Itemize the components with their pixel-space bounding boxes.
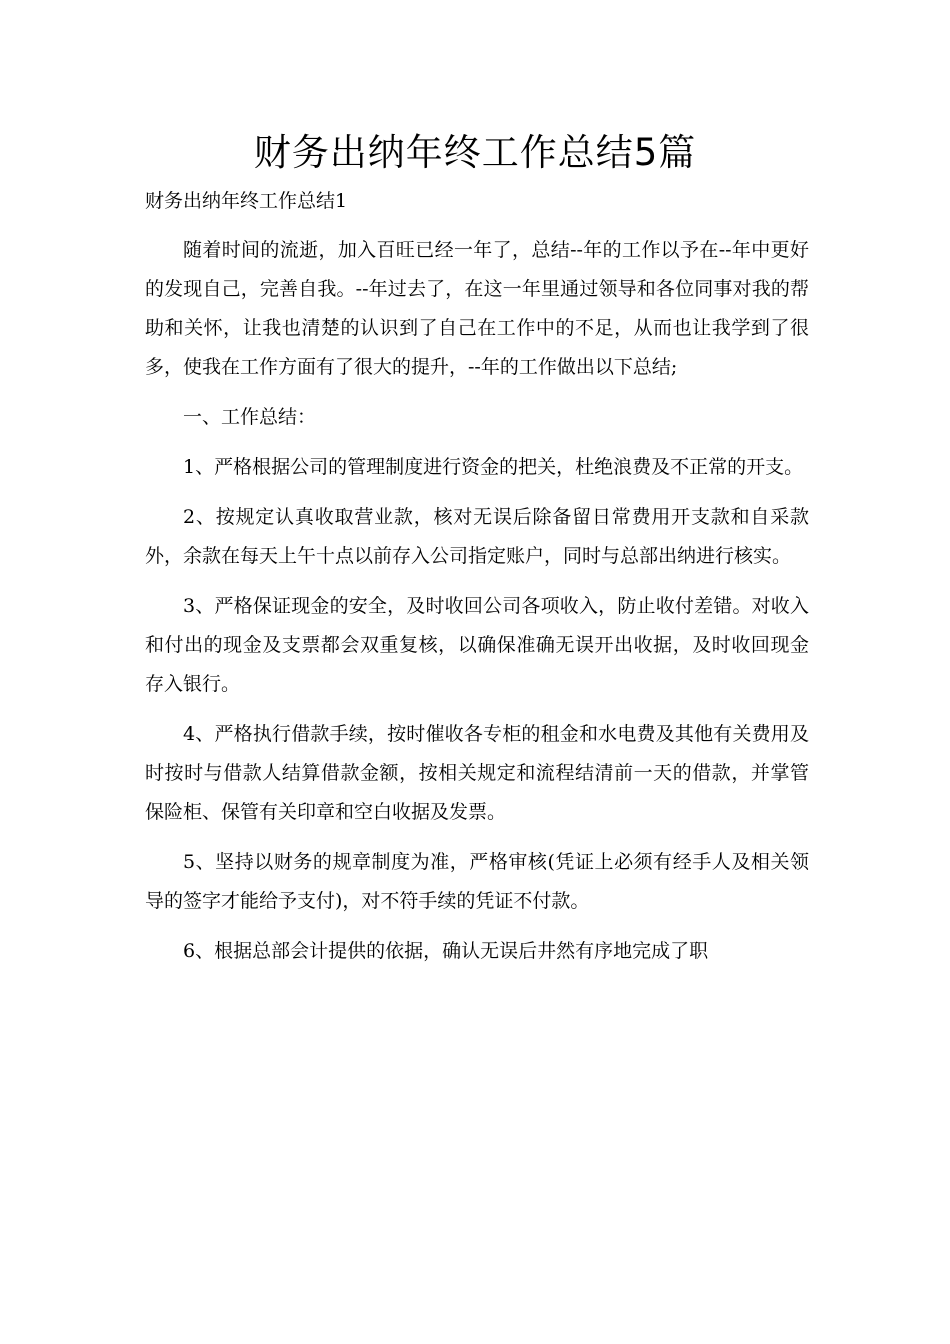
section-heading: 财务出纳年终工作总结1 bbox=[145, 190, 348, 212]
document-body bbox=[145, 231, 809, 982]
document-title: 财务出纳年终工作总结5篇 bbox=[253, 131, 697, 174]
paragraph-item-1: 1、严格根据公司的管理制度进行资金的把关，杜绝浪费及不正常的开支。 bbox=[183, 456, 804, 478]
paragraph-item-3: 3、严格保证现金的安全，及时收回公司各项收入，防止收付差错。对收入和付出的现金及支票都会双重复核，以确保准确无误开出收据，及时收回现金存入银行。 bbox=[145, 595, 809, 695]
paragraph-intro: 随着时间的流逝，加入百旺已经一年了，总结--年的工作以予在--年中更好的发现自己，完善自我。--年过去了，在这一年里通过领导和各位同事对我的帮助和关怀，让我也清楚的认识到了自己在工作中的不足，从而也让我学到了很多，使我在工作方面有了很大的提升，--年的工作做出以下总结; bbox=[145, 239, 809, 378]
paragraph-heading-work-summary: 一、工作总结： bbox=[183, 406, 317, 428]
paragraph-item-4: 4、严格执行借款手续，按时催收各专柜的租金和水电费及其他有关费用及时按时与借款人结算借款金额，按相关规定和流程结清前一天的借款，并掌管保险柜、保管有关印章和空白收据及发票。 bbox=[145, 723, 809, 823]
paragraph-item-5: 5、坚持以财务的规章制度为准，严格审核(凭证上必须有经手人及相关领导的签字才能给予支付)，对不符手续的凭证不付款。 bbox=[145, 851, 809, 912]
paragraph-item-6: 6、根据总部会计提供的依据，确认无误后井然有序地完成了职 bbox=[183, 940, 709, 962]
paragraph-item-2: 2、按规定认真收取营业款，核对无误后除备留日常费用开支款和自采款外，余款在每天上午十点以前存入公司指定账户，同时与总部出纳进行核实。 bbox=[145, 506, 809, 567]
